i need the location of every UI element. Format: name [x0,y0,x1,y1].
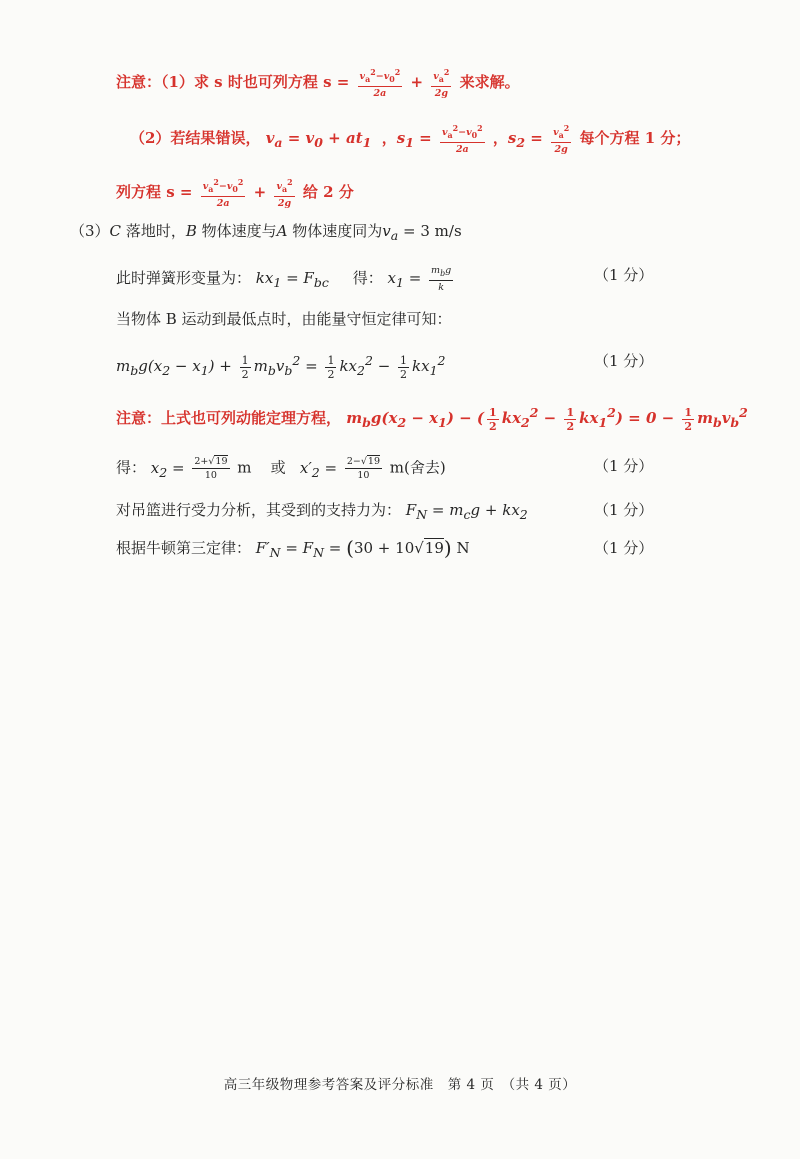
note-2-text: （2）若结果错误， [130,129,261,148]
lowest-point-line: 当物体 B 运动到最低点时，由能量守恒定律可知： [116,310,452,328]
result-label: 得： [116,458,147,477]
page-footer: 高三年级物理参考答案及评分标准 第 4 页 （共 4 页） [223,1077,577,1093]
newton-text: 根据牛顿第三定律： [116,539,252,557]
fraction-6: $\frac{v_a^2}{2g}$ [276,178,293,210]
score-4: （1 分） [594,501,654,519]
score-5: （1 分） [594,539,654,557]
fraction-2: $\frac{v_a^2}{2g}$ [433,68,450,100]
note-1-text: 注意：（1）求 s 时也可列方程 [116,73,318,92]
part3-intro: （3）C 落地时，B 物体速度与A 物体速度同为$v_a = 3$ m/s [70,222,462,243]
fraction-x2-alt: $\frac{2-√19}{10}$ [346,456,381,481]
note-3: 列方程 s = $\frac{v_a^2-v_0^2}{2a}$ + $\frac{v_a^2}{2g}$ 给 2 分 [116,178,354,210]
fraction-1: $\frac{v_a^2-v_0^2}{2a}$ [359,68,401,100]
score-3: （1 分） [594,457,654,475]
fraction-x1: $\frac{m_bg}{k}$ [431,265,452,293]
score-2: （1 分） [594,352,654,370]
fraction-x2: $\frac{2+√19}{10}$ [194,456,228,481]
note-2-suffix: 每个方程 1 分； [579,129,691,148]
spring-text: 此时弹簧形变量为： [116,268,252,287]
support-force-line: 对吊篮进行受力分析，其受到的支持力为： $F_N = m_cg + kx_2$ [116,501,528,522]
fraction-3: $\frac{v_a^2-v_0^2}{2a}$ [441,124,483,156]
x2-result: 得： $x_2$ = $\frac{2+√19}{10}$ m 或 $x'_2$ = $\frac{2-√19}{10}$ m(舍去) [116,456,446,481]
energy-note: 注意：上式也可列动能定理方程， $m_bg(x_2 - x_1)$ − ( $\frac{1}{2}$ $kx_2^2$ − $\frac{1}{2}$ $kx_1^2) = 0$ − $\frac{1}{2}$ $m_bv_b^2$ [116,405,748,433]
fraction-5: $\frac{v_a^2-v_0^2}{2a}$ [202,178,244,210]
de-label: 得： [352,268,383,287]
energy-note-text: 注意：上式也可列动能定理方程， [116,409,342,427]
support-text: 对吊篮进行受力分析，其受到的支持力为： [116,501,402,519]
note-2: （2）若结果错误， $v_a = v_0 + at_1$ ，$s_1$ = $\frac{v_a^2-v_0^2}{2a}$ ，$s_2$ = $\frac{v_a^2}{2g}$ 每个方程 1 分； [130,124,691,156]
part3-text-1: 落地时， [125,222,186,240]
discard-label: m(舍去) [389,458,446,477]
spring-deformation-line: 此时弹簧形变量为： $kx_1 = F_{bc}$ 得： $x_1$ = $\frac{m_bg}{k}$ [116,265,452,293]
note-1: 注意：（1）求 s 时也可列方程 s = $\frac{v_a^2-v_0^2}{2a}$ + $\frac{v_a^2}{2g}$ 来求解。 [116,68,520,100]
note-1-suffix: 来求解。 [459,73,520,92]
note-3-text: 列方程 [116,183,162,202]
newton-third-law-line: 根据牛顿第三定律： $F'_N = F_N = (30 + 10√19)$ N [116,536,470,560]
fraction-4: $\frac{v_a^2}{2g}$ [553,124,570,156]
part3-text-2: 物体速度与 [201,222,277,240]
or-label: 或 [270,458,286,477]
note-3-suffix: 给 2 分 [302,183,354,202]
score-1: （1 分） [594,266,654,284]
part3-text-3: 物体速度同为 [292,222,383,240]
part3-number: （3） [70,222,110,240]
energy-equation: $m_bg(x_2 - x_1)$ + $\frac{1}{2}$ $m_bv_b^2$ = $\frac{1}{2}$ $kx_2^2$ − $\frac{1}{2}$ $kx_1^2$ [116,353,446,381]
